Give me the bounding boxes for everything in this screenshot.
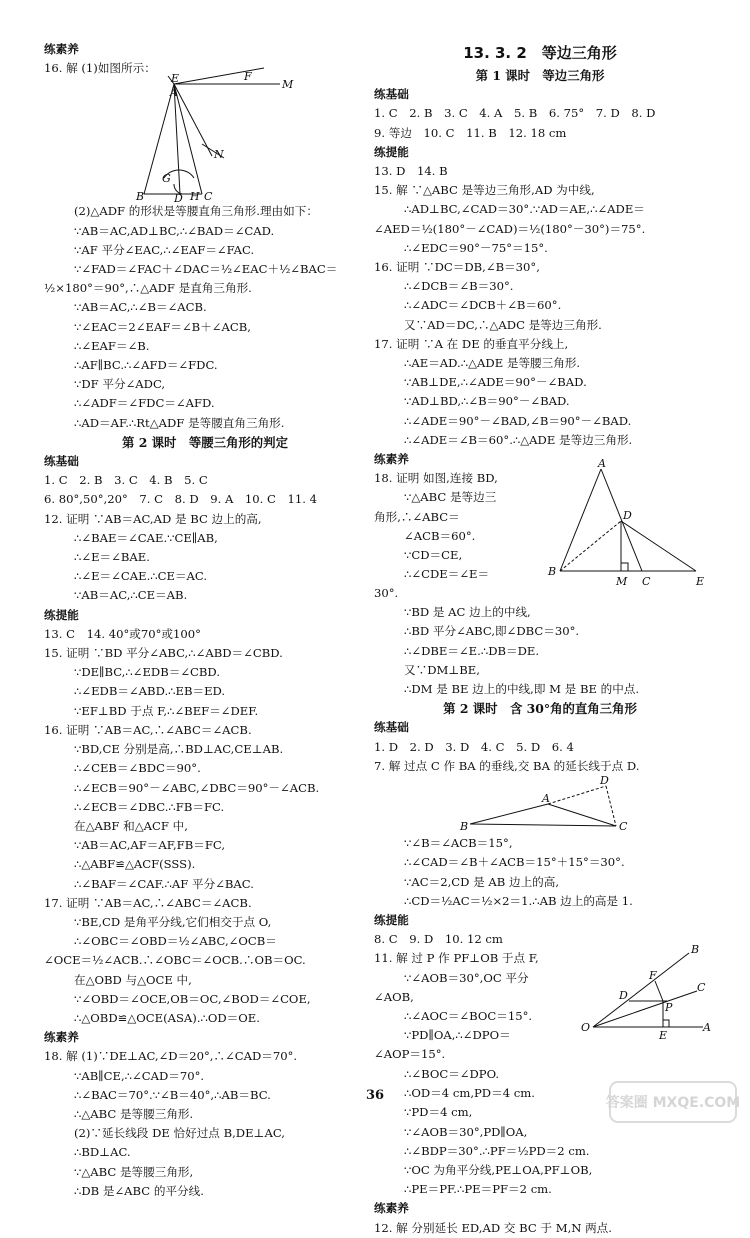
left-column [44, 40, 366, 1201]
text-line: ½×180°＝90°,∴△ADF 是直角三角形. [44, 281, 252, 296]
page-number: 36 [365, 1088, 385, 1103]
text-line: ∴AE＝AD.∴△ADE 是等腰三角形. [404, 356, 581, 371]
text-line: 9. 等边 10. C 11. B 12. 18 cm [374, 125, 567, 140]
svg-text:D: D [600, 774, 609, 788]
text-line: ∴∠ADF＝∠FDC＝∠AFD. [74, 396, 215, 411]
svg-text:C: C [204, 190, 213, 204]
section-title: 第 2 课时 含 30°角的直角三角形 [443, 701, 637, 717]
text-line: 17. 证明 ∵A 在 DE 的垂直平分线上, [374, 336, 569, 351]
text-line: ∴DM 是 BE 边上的中线,即 M 是 BE 的中点. [404, 682, 640, 697]
text-line: ∵∠EAC＝2∠EAF＝∠B＋∠ACB, [74, 319, 251, 334]
section-heading: 练基础 [374, 720, 409, 735]
text-line: ∵∠FAD＝∠FAC＋∠DAC＝½∠EAC＋½∠BAC＝ [74, 262, 338, 277]
text-line: ∵PD＝4 cm, [404, 1105, 473, 1120]
svg-text:A: A [542, 792, 550, 806]
text-line: ∵AB∥CE,∴∠CAD＝70°. [74, 1068, 205, 1083]
svg-text:F: F [649, 969, 657, 983]
text-line: 1. D 2. D 3. D 4. C 5. D 6. 4 [374, 739, 574, 754]
svg-text:M: M [282, 78, 294, 92]
svg-text:G: G [162, 172, 171, 186]
text-line: ∴∠DCB＝∠B＝30°. [404, 279, 514, 294]
text-line: (2)△ADF 的形状是等腰直角三角形.理由如下： [74, 204, 318, 219]
svg-text:A: A [703, 1021, 711, 1035]
svg-text:P: P [665, 1001, 673, 1015]
svg-text:B: B [548, 565, 557, 579]
fig11-line-7: ∴OD＝4 cm,PD＝4 cm. [404, 1085, 535, 1100]
text-line: ∵AB＝AC,AF＝AF,FB＝FC, [74, 838, 226, 853]
text-line: 16. 证明 ∵AB＝AC,∴∠ABC＝∠ACB. [44, 722, 252, 737]
section-title: 13. 3. 2 等边三角形 [463, 44, 617, 62]
text-line: ∵AD⊥BD,∴∠B＝90°－∠BAD. [404, 394, 570, 409]
svg-text:C: C [642, 575, 651, 589]
svg-text:A: A [598, 457, 606, 471]
text-line: ∴∠ECB＝90°－∠ABC,∠DBC＝90°－∠ACB. [74, 780, 320, 795]
svg-text:A: A [170, 86, 178, 100]
section-heading: 练素养 [374, 452, 409, 467]
text-line: ∴∠DBE＝∠E.∴DB＝DE. [404, 643, 540, 658]
section-heading: 练提能 [44, 607, 79, 622]
text-line: 1. C 2. B 3. C 4. B 5. C [44, 473, 208, 488]
text-line: ∴∠ADE＝90°－∠BAD,∠B＝90°－∠BAD. [404, 413, 632, 428]
text-line: ∴∠BAC＝70°.∵∠B＝40°,∴AB＝BC. [74, 1087, 271, 1102]
text-line: ∴∠EDB＝∠ABD.∴EB＝ED. [74, 684, 226, 699]
fig18-line-6: 30°. [374, 586, 399, 601]
text-line: 6. 80°,50°,20° 7. C 8. D 9. A 10. C 11. 4 [44, 492, 318, 507]
fig18-line-4: ∵CD＝CE, [404, 548, 463, 563]
text-line: ∵EF⊥BD 于点 F,∴∠BEF＝∠DEF. [74, 703, 259, 718]
watermark-logo [605, 1080, 741, 1124]
text-line: ∴∠ADC＝∠DCB＋∠B＝60°. [404, 298, 562, 313]
fig18-line-1: ∵△ABC 是等边三 [404, 490, 497, 505]
text-line: ∠OCE＝½∠ACB.∴∠OBC＝∠OCB.∴OB＝OC. [44, 953, 306, 968]
svg-text:B: B [460, 820, 469, 834]
section-title: 第 1 课时 等边三角形 [475, 68, 605, 83]
text-line: 17. 证明 ∵AB＝AC,∴∠ABC＝∠ACB. [44, 895, 252, 910]
svg-text:D: D [623, 509, 632, 523]
text-line: 15. 解 ∵△ABC 是等边三角形,AD 为中线, [374, 183, 595, 198]
figure-7 [374, 776, 706, 834]
fig18-line-3: ∠ACB＝60°. [404, 528, 476, 543]
figure-16 [44, 70, 366, 206]
section-heading: 练基础 [44, 454, 79, 469]
section-heading: 练基础 [374, 87, 409, 102]
svg-text:E: E [659, 1029, 668, 1043]
text-line: ∴∠E＝∠BAE. [74, 550, 150, 565]
text-line: 8. C 9. D 10. 12 cm [374, 932, 503, 947]
text-line: ∴∠ECB＝∠DBC.∴FB＝FC. [74, 799, 225, 814]
fig18-line-5: ∴∠CDE＝∠E＝ [404, 567, 490, 582]
right-column [374, 40, 711, 1238]
text-line: ∴△ABF≌△ACF(SSS). [74, 857, 196, 872]
text-line: ∵AF 平分∠EAC,∴∠EAF＝∠FAC. [74, 242, 255, 257]
text-line: ∴△ABC 是等腰三角形. [74, 1106, 194, 1121]
text-line: (2)∵延长线段 DE 恰好过点 B,DE⊥AC, [74, 1126, 285, 1141]
text-line: ∴∠CAD＝∠B＋∠ACB＝15°＋15°＝30°. [404, 855, 625, 870]
text-line: ∴BD 平分∠ABC,即∠DBC＝30°. [404, 624, 580, 639]
text-line: ∴AD⊥BC,∠CAD＝30°.∵AD＝AE,∴∠ADE＝ [404, 202, 645, 217]
svg-text:O: O [581, 1021, 591, 1035]
text-line: ∴CD＝½AC＝½×2＝1.∴AB 边上的高是 1. [404, 893, 633, 908]
svg-text:M: M [616, 575, 628, 589]
text-line: 在△ABF 和△ACF 中, [74, 818, 188, 833]
text-line: 13. C 14. 40°或70°或100° [44, 626, 201, 641]
svg-text:F: F [244, 70, 252, 84]
fig11-line-0: 11. 解 过 P 作 PF⊥OB 于点 F, [374, 951, 539, 966]
text-line: ∴∠BAF＝∠CAF.∴AF 平分∠BAC. [74, 876, 254, 891]
section-heading: 练提能 [374, 144, 409, 159]
text-line: 16. 解 (1)如图所示： [44, 61, 156, 76]
text-line: ∠AED＝½(180°－∠CAD)＝½(180°－30°)＝75°. [374, 221, 646, 236]
text-line: 又∵AD＝DC,∴△ADC 是等边三角形. [404, 317, 602, 332]
text-line: ∵BD 是 AC 边上的中线, [404, 605, 531, 620]
text-line: 13. D 14. B [374, 164, 448, 179]
text-line: 1. C 2. B 3. C 4. A 5. B 6. 75° 7. D 8. D [374, 106, 656, 121]
svg-text:C: C [697, 981, 706, 995]
text-line: 又∵DM⊥BE, [404, 662, 480, 677]
text-line: ∴∠EDC＝90°－75°＝15°. [404, 240, 548, 255]
svg-text:D: D [619, 989, 628, 1003]
text-line: ∵AB＝AC,∴CE＝AB. [74, 588, 188, 603]
section-heading: 练提能 [374, 912, 409, 927]
section-heading: 练素养 [44, 42, 79, 56]
text-line: 18. 解 (1)∵DE⊥AC,∠D＝20°,∴∠CAD＝70°. [44, 1049, 298, 1064]
section-title: 第 2 课时 等腰三角形的判定 [122, 434, 288, 450]
svg-text:C: C [619, 820, 628, 834]
text-line: ∵△ABC 是等腰三角形, [74, 1164, 194, 1179]
text-line: ∵DF 平分∠ADC, [74, 377, 166, 392]
text-line: ∵OC 为角平分线,PE⊥OA,PF⊥OB, [404, 1162, 593, 1177]
text-line: ∵∠OBD＝∠OCE,OB＝OC,∠BOD＝∠COE, [74, 991, 311, 1006]
text-line: ∵DE∥BC,∴∠EDB＝∠CBD. [74, 665, 221, 680]
svg-text:B: B [136, 190, 145, 204]
text-line: 在△OBD 与△OCE 中, [74, 972, 192, 987]
text-line: ∴∠BAE＝∠CAE.∵CE∥AB, [74, 530, 218, 545]
text-line: ∴DB 是∠ABC 的平分线. [74, 1183, 204, 1198]
text-line: ∴AF∥BC.∴∠AFD＝∠FDC. [74, 358, 218, 373]
text-line: ∴△OBD≌△OCE(ASA).∴OD＝OE. [74, 1010, 260, 1025]
text-line: ∵∠B＝∠ACB＝15°, [404, 836, 513, 851]
svg-text:D: D [174, 192, 183, 206]
section-heading: 练素养 [44, 1030, 79, 1045]
text-line: ∵∠AOB＝30°,PD∥OA, [404, 1124, 528, 1139]
section-heading: 练素养 [374, 1201, 409, 1216]
text-line: ∵AC＝2,CD 是 AB 边上的高, [404, 874, 560, 889]
text-line: ∵BE,CD 是角平分线,它们相交于点 O, [74, 914, 272, 929]
text-line: ∴∠OBC＝∠OBD＝½∠ABC,∠OCB＝ [74, 934, 277, 949]
text-line: ∴∠CEB＝∠BDC＝90°. [74, 761, 201, 776]
fig11-line-1: ∵∠AOB＝30°,OC 平分 [404, 970, 529, 985]
fig11-line-3: ∴∠AOC＝∠BOC＝15°. [404, 1008, 533, 1023]
fig11-line-5: ∠AOP＝15°. [374, 1047, 446, 1062]
text-line: ∵AB＝AC,∴∠B＝∠ACB. [74, 300, 207, 315]
text-line: ∴∠E＝∠CAE.∴CE＝AC. [74, 569, 208, 584]
svg-text:N: N [214, 148, 224, 162]
fig11-line-6: ∴∠BOC＝∠DPO. [404, 1066, 500, 1081]
fig18-line-2: 角形,∴∠ABC＝ [374, 509, 460, 524]
watermark-text: 答案圈 MXQE.COM [605, 1095, 741, 1111]
text-line: ∴AD＝AF.∴Rt△ADF 是等腰直角三角形. [74, 415, 285, 430]
text-line: ∵AB⊥DE,∴∠ADE＝90°－∠BAD. [404, 375, 587, 390]
text-line: 12. 解 分别延长 ED,AD 交 BC 于 M,N 两点. [374, 1220, 612, 1235]
text-line: ∴∠ADE＝∠B＝60°.∴△ADE 是等边三角形. [404, 432, 633, 447]
text-line: ∵BD,CE 分别是高,∴BD⊥AC,CE⊥AB. [74, 742, 284, 757]
text-line: ∴BD⊥AC. [74, 1145, 131, 1160]
text-line: 16. 证明 ∵DC＝DB,∠B＝30°, [374, 260, 540, 275]
fig11-line-2: ∠AOB, [374, 989, 414, 1004]
svg-text:E: E [696, 575, 705, 589]
text-line: ∵AB＝AC,AD⊥BC,∴∠BAD＝∠CAD. [74, 223, 275, 238]
svg-text:E: E [171, 72, 180, 86]
svg-text:H: H [190, 190, 200, 204]
text-line: 7. 解 过点 C 作 BA 的垂线,交 BA 的延长线于点 D. [374, 758, 640, 773]
text-line: ∴∠BDP＝30°.∴PF＝½PD＝2 cm. [404, 1143, 590, 1158]
fig18-line-0: 18. 证明 如图,连接 BD, [374, 471, 498, 486]
text-line: 12. 证明 ∵AB＝AC,AD 是 BC 边上的高, [44, 511, 262, 526]
fig11-line-4: ∵PD∥OA,∴∠DPO＝ [404, 1028, 511, 1043]
svg-text:B: B [691, 943, 700, 957]
text-line: 15. 证明 ∵BD 平分∠ABC,∴∠ABD＝∠CBD. [44, 646, 283, 661]
text-line: ∴∠EAF＝∠B. [74, 338, 150, 353]
text-line: ∴PE＝PF.∴PE＝PF＝2 cm. [404, 1182, 552, 1197]
